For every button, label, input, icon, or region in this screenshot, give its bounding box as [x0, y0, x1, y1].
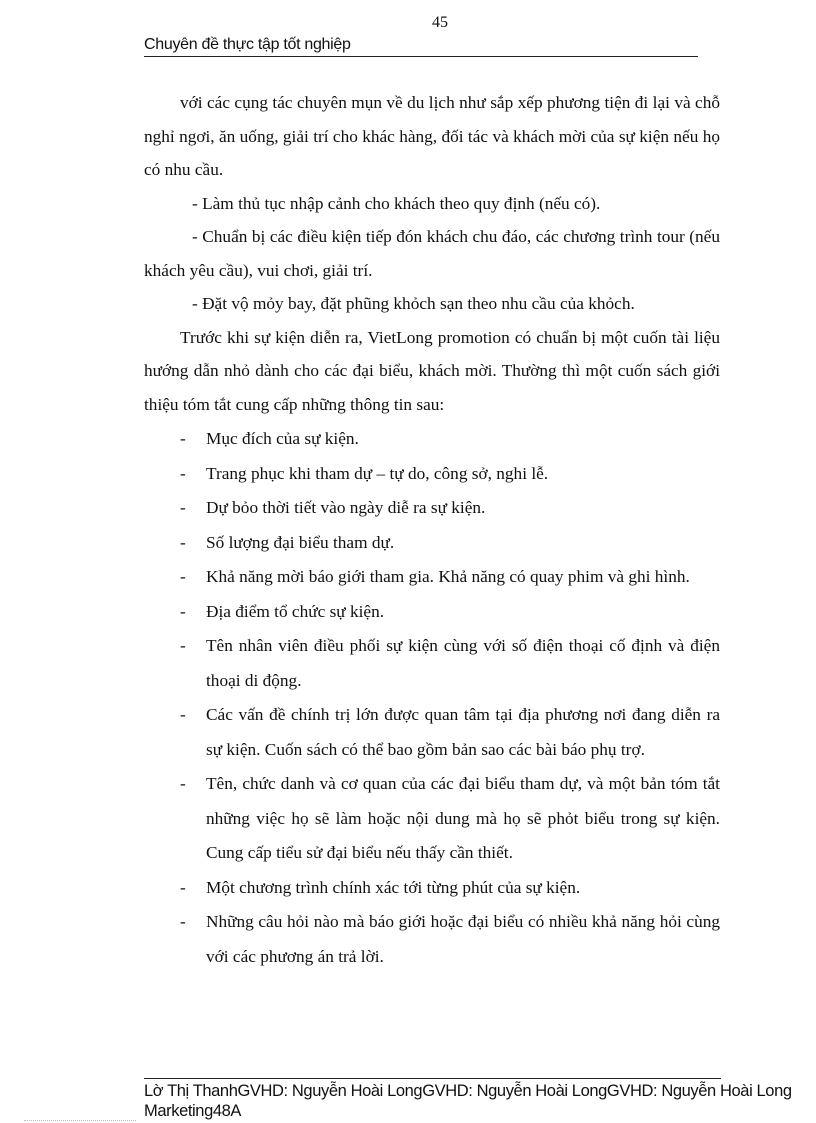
list-item: [144, 871, 720, 906]
list-dash: -: [180, 774, 186, 793]
header-rule: [144, 56, 698, 57]
page-content: [144, 86, 720, 974]
list-item: [144, 526, 720, 561]
list-item-text: Tên, chức danh và cơ quan của các đại biểu tham dự, và một bản tóm tắt những việc họ sẽ làm hoặc nội dung mà họ sẽ phỏt biểu trong sự kiện. Cung cấp tiểu sử đại biểu nếu thấy cần thiết.: [206, 774, 720, 862]
list-item: [144, 698, 720, 767]
list-item: [144, 905, 720, 974]
paragraph: - Chuẩn bị các điều kiện tiếp đón khách chu đáo, các chương trình tour (nếu khách yêu cầu), vui chơi, giải trí.: [144, 227, 720, 280]
list-item-text: Mục đích của sự kiện.: [206, 429, 359, 448]
list-item-text: Các vấn đề chính trị lớn được quan tâm tại địa phương nơi đang diễn ra sự kiện. Cuốn sách có thể bao gồm bản sao các bài báo phụ trợ.: [206, 705, 720, 759]
paragraph: - Làm thủ tục nhập cảnh cho khách theo quy định (nếu có).: [192, 193, 601, 213]
footer-author-line: Lờ Thị ThanhGVHD: Nguyễn Hoài LongGVHD: Nguyễn Hoài LongGVHD: Nguyễn Hoài Long: [144, 1082, 792, 1100]
list-dash: -: [180, 429, 186, 448]
paragraph: - Đặt vộ mỏy bay, đặt phũng khỏch sạn theo nhu cầu của khỏch.: [192, 294, 635, 313]
list-dash: -: [180, 498, 186, 517]
info-list: [144, 422, 720, 974]
list-item-text: Số lượng đại biểu tham dự.: [206, 532, 395, 552]
header-title: Chuyên đề thực tập tốt nghiệp: [144, 36, 351, 53]
list-dash: -: [180, 912, 186, 931]
list-dash: -: [180, 463, 186, 483]
list-dash: -: [180, 567, 186, 586]
list-item: [144, 422, 720, 457]
list-item-text: Những câu hỏi nào mà báo giới hoặc đại biểu có nhiều khả năng hỏi cùng với các phương án trả lời.: [206, 912, 720, 966]
paragraph: với các cụng tác chuyên mụn về du lịch như sắp xếp phương tiện đi lại và chỗ nghỉ ngơi, ăn uống, giải trí cho khác hàng, đối tác và khách mời của sự kiện nếu họ có nhu cầu.: [144, 93, 720, 179]
list-item-text: Một chương trình chính xác tới từng phút của sự kiện.: [206, 877, 581, 897]
list-item-text: Dự bỏo thời tiết vào ngày diễ ra sự kiện.: [206, 498, 486, 517]
list-item-text: Địa điểm tổ chức sự kiện.: [206, 601, 385, 621]
list-item-text: Khả năng mời báo giới tham gia. Khả năng có quay phim và ghi hình.: [206, 567, 690, 586]
list-dash: -: [180, 601, 186, 621]
list-dash: -: [180, 636, 186, 655]
footer-rule: [144, 1078, 721, 1079]
list-dash: -: [180, 532, 186, 552]
list-item: [144, 491, 720, 526]
list-item: [144, 595, 720, 630]
paragraph: Trước khi sự kiện diễn ra, VietLong promotion có chuẩn bị một cuốn tài liệu hướng dẫn nhỏ dành cho các đại biểu, khách mời. Thường thì một cuốn sách giới thiệu tóm tắt cung cấp những thông tin sau:: [144, 327, 720, 414]
list-item-text: Trang phục khi tham dự – tự do, công sở, nghi lễ.: [206, 463, 549, 483]
list-item: [144, 629, 720, 698]
page-number: 45: [432, 14, 448, 31]
list-item: [144, 457, 720, 492]
list-item: [144, 560, 720, 595]
list-item-text: Tên nhân viên điều phối sự kiện cùng với số điện thoại cố định và điện thoại di động.: [206, 636, 720, 690]
footer-dotted-rule: [24, 1120, 136, 1121]
list-item: [144, 767, 720, 871]
footer-class-line: Marketing48A: [144, 1102, 242, 1120]
list-dash: -: [180, 705, 186, 724]
list-dash: -: [180, 877, 186, 897]
